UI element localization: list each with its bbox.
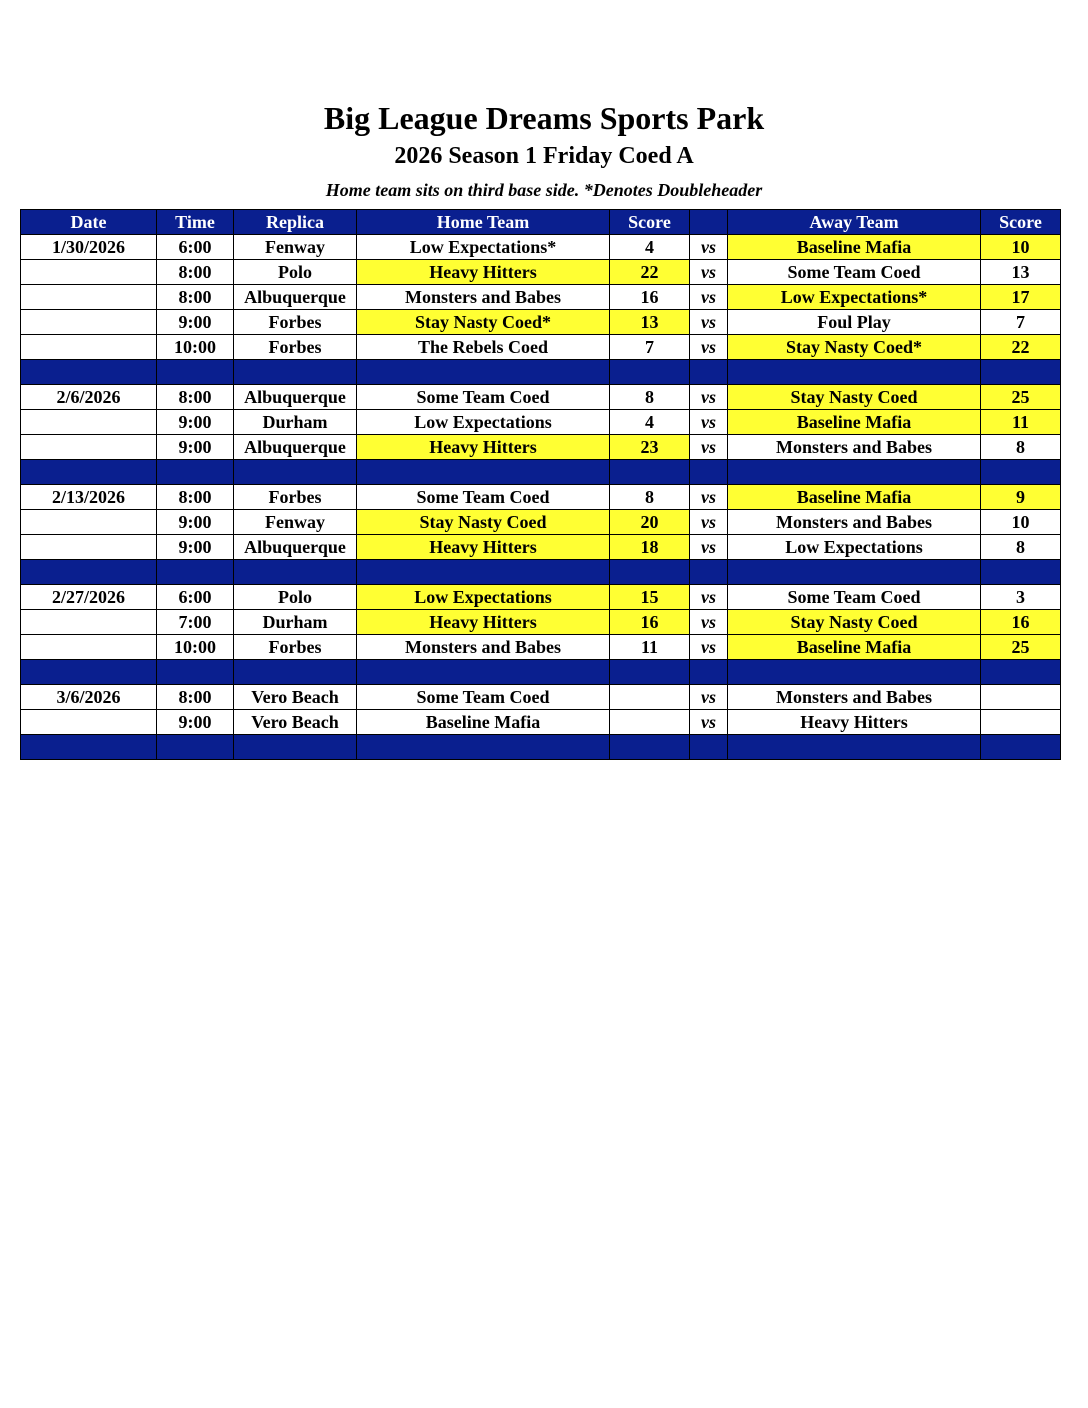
home-team-cell: Baseline Mafia (357, 710, 610, 735)
home-score-cell: 16 (610, 610, 690, 635)
date-cell (21, 435, 157, 460)
replica-cell: Albuquerque (234, 535, 357, 560)
time-cell: 9:00 (157, 710, 234, 735)
date-cell (21, 260, 157, 285)
table-row (21, 235, 1061, 260)
vs-cell: vs (690, 385, 728, 410)
separator-cell (157, 560, 234, 585)
away-score-cell (981, 710, 1061, 735)
home-score-cell: 13 (610, 310, 690, 335)
time-cell: 8:00 (157, 260, 234, 285)
separator-cell (357, 460, 610, 485)
separator-cell (357, 360, 610, 385)
vs-cell: vs (690, 585, 728, 610)
home-team-cell: Low Expectations (357, 410, 610, 435)
vs-cell: vs (690, 535, 728, 560)
time-cell: 10:00 (157, 335, 234, 360)
replica-cell: Durham (234, 610, 357, 635)
home-score-cell: 20 (610, 510, 690, 535)
separator-cell (690, 560, 728, 585)
away-team-cell: Low Expectations* (728, 285, 981, 310)
table-row (21, 710, 1061, 735)
away-score-cell: 8 (981, 435, 1061, 460)
away-team-cell: Monsters and Babes (728, 435, 981, 460)
date-cell: 2/13/2026 (21, 485, 157, 510)
replica-cell: Durham (234, 410, 357, 435)
column-header-vs (690, 210, 728, 235)
vs-cell: vs (690, 635, 728, 660)
home-team-cell: Low Expectations (357, 585, 610, 610)
date-cell (21, 410, 157, 435)
away-score-cell (981, 685, 1061, 710)
away-team-cell: Foul Play (728, 310, 981, 335)
home-team-cell: Some Team Coed (357, 485, 610, 510)
vs-cell: vs (690, 710, 728, 735)
away-team-cell: Some Team Coed (728, 260, 981, 285)
column-header-home-score: Score (610, 210, 690, 235)
away-score-cell: 25 (981, 385, 1061, 410)
away-score-cell: 25 (981, 635, 1061, 660)
page-title: Big League Dreams Sports Park (323, 100, 765, 136)
separator-cell (234, 660, 357, 685)
away-score-cell: 17 (981, 285, 1061, 310)
away-score-cell: 7 (981, 310, 1061, 335)
separator-cell (610, 460, 690, 485)
away-team-cell: Stay Nasty Coed (728, 385, 981, 410)
separator-row (21, 560, 1061, 585)
home-score-cell: 4 (610, 235, 690, 260)
home-score-cell (610, 685, 690, 710)
table-row (21, 310, 1061, 335)
separator-cell (690, 660, 728, 685)
away-score-cell: 8 (981, 535, 1061, 560)
vs-cell: vs (690, 260, 728, 285)
separator-cell (234, 360, 357, 385)
table-row (21, 485, 1061, 510)
date-cell: 3/6/2026 (21, 685, 157, 710)
table-row (21, 635, 1061, 660)
date-cell: 1/30/2026 (21, 235, 157, 260)
home-team-cell: Low Expectations* (357, 235, 610, 260)
date-cell (21, 610, 157, 635)
table-row (21, 285, 1061, 310)
away-team-cell: Baseline Mafia (728, 485, 981, 510)
away-team-cell: Low Expectations (728, 535, 981, 560)
separator-cell (728, 660, 981, 685)
separator-cell (728, 560, 981, 585)
separator-cell (690, 735, 728, 760)
home-score-cell: 11 (610, 635, 690, 660)
schedule-note: Home team sits on third base side. *Denotes Doubleheader (325, 180, 763, 200)
vs-cell: vs (690, 285, 728, 310)
away-score-cell: 22 (981, 335, 1061, 360)
away-team-cell: Baseline Mafia (728, 635, 981, 660)
table-header-row (21, 210, 1061, 235)
home-score-cell: 7 (610, 335, 690, 360)
home-team-cell: Heavy Hitters (357, 610, 610, 635)
separator-cell (21, 660, 157, 685)
home-score-cell: 22 (610, 260, 690, 285)
time-cell: 8:00 (157, 685, 234, 710)
replica-cell: Polo (234, 260, 357, 285)
table-row (21, 535, 1061, 560)
away-score-cell: 10 (981, 510, 1061, 535)
away-team-cell: Some Team Coed (728, 585, 981, 610)
column-header-time: Time (157, 210, 234, 235)
separator-cell (981, 560, 1061, 585)
away-score-cell: 3 (981, 585, 1061, 610)
separator-row (21, 360, 1061, 385)
vs-cell: vs (690, 435, 728, 460)
separator-cell (981, 460, 1061, 485)
time-cell: 10:00 (157, 635, 234, 660)
separator-cell (157, 360, 234, 385)
away-score-cell: 9 (981, 485, 1061, 510)
home-team-cell: The Rebels Coed (357, 335, 610, 360)
page-subtitle: 2026 Season 1 Friday Coed A (394, 143, 694, 169)
date-cell (21, 710, 157, 735)
home-team-cell: Heavy Hitters (357, 260, 610, 285)
away-team-cell: Monsters and Babes (728, 685, 981, 710)
separator-row (21, 735, 1061, 760)
vs-cell: vs (690, 610, 728, 635)
replica-cell: Albuquerque (234, 285, 357, 310)
vs-cell: vs (690, 310, 728, 335)
time-cell: 9:00 (157, 535, 234, 560)
time-cell: 8:00 (157, 485, 234, 510)
away-score-cell: 10 (981, 235, 1061, 260)
away-team-cell: Monsters and Babes (728, 510, 981, 535)
table-row (21, 610, 1061, 635)
separator-cell (981, 660, 1061, 685)
home-team-cell: Heavy Hitters (357, 435, 610, 460)
separator-cell (234, 460, 357, 485)
separator-cell (157, 735, 234, 760)
separator-cell (728, 735, 981, 760)
time-cell: 8:00 (157, 385, 234, 410)
replica-cell: Forbes (234, 310, 357, 335)
home-score-cell: 8 (610, 485, 690, 510)
away-team-cell: Stay Nasty Coed* (728, 335, 981, 360)
vs-cell: vs (690, 335, 728, 360)
away-team-cell: Stay Nasty Coed (728, 610, 981, 635)
date-cell (21, 310, 157, 335)
table-row (21, 510, 1061, 535)
replica-cell: Albuquerque (234, 435, 357, 460)
separator-cell (357, 735, 610, 760)
column-header-home-team: Home Team (357, 210, 610, 235)
vs-cell: vs (690, 485, 728, 510)
separator-cell (21, 360, 157, 385)
time-cell: 6:00 (157, 585, 234, 610)
time-cell: 8:00 (157, 285, 234, 310)
replica-cell: Forbes (234, 635, 357, 660)
time-cell: 6:00 (157, 235, 234, 260)
home-team-cell: Some Team Coed (357, 385, 610, 410)
separator-cell (610, 735, 690, 760)
date-cell (21, 335, 157, 360)
table-row (21, 260, 1061, 285)
schedule-table (20, 209, 1061, 760)
home-team-cell: Some Team Coed (357, 685, 610, 710)
away-team-cell: Baseline Mafia (728, 410, 981, 435)
separator-cell (157, 660, 234, 685)
column-header-date: Date (21, 210, 157, 235)
replica-cell: Albuquerque (234, 385, 357, 410)
home-score-cell: 18 (610, 535, 690, 560)
home-score-cell: 4 (610, 410, 690, 435)
separator-cell (690, 460, 728, 485)
time-cell: 7:00 (157, 610, 234, 635)
home-team-cell: Stay Nasty Coed (357, 510, 610, 535)
vs-cell: vs (690, 410, 728, 435)
home-score-cell (610, 710, 690, 735)
separator-cell (981, 360, 1061, 385)
date-cell (21, 510, 157, 535)
separator-cell (357, 560, 610, 585)
separator-cell (981, 735, 1061, 760)
table-row (21, 585, 1061, 610)
separator-cell (610, 360, 690, 385)
time-cell: 9:00 (157, 410, 234, 435)
vs-cell: vs (690, 685, 728, 710)
separator-cell (157, 460, 234, 485)
home-score-cell: 23 (610, 435, 690, 460)
table-row (21, 410, 1061, 435)
separator-row (21, 460, 1061, 485)
replica-cell: Forbes (234, 485, 357, 510)
separator-cell (234, 735, 357, 760)
schedule-body (21, 235, 1061, 760)
separator-cell (728, 360, 981, 385)
home-team-cell: Monsters and Babes (357, 285, 610, 310)
replica-cell: Vero Beach (234, 685, 357, 710)
date-cell: 2/6/2026 (21, 385, 157, 410)
table-row (21, 685, 1061, 710)
separator-row (21, 660, 1061, 685)
vs-cell: vs (690, 510, 728, 535)
table-row (21, 335, 1061, 360)
column-header-replica: Replica (234, 210, 357, 235)
time-cell: 9:00 (157, 435, 234, 460)
away-team-cell: Baseline Mafia (728, 235, 981, 260)
away-score-cell: 16 (981, 610, 1061, 635)
time-cell: 9:00 (157, 310, 234, 335)
separator-cell (690, 360, 728, 385)
home-team-cell: Monsters and Babes (357, 635, 610, 660)
home-team-cell: Stay Nasty Coed* (357, 310, 610, 335)
replica-cell: Forbes (234, 335, 357, 360)
separator-cell (21, 735, 157, 760)
separator-cell (728, 460, 981, 485)
date-cell (21, 285, 157, 310)
date-cell (21, 535, 157, 560)
home-score-cell: 16 (610, 285, 690, 310)
separator-cell (610, 560, 690, 585)
away-team-cell: Heavy Hitters (728, 710, 981, 735)
date-cell (21, 635, 157, 660)
vs-cell: vs (690, 235, 728, 260)
replica-cell: Fenway (234, 235, 357, 260)
away-score-cell: 13 (981, 260, 1061, 285)
table-row (21, 385, 1061, 410)
table-row (21, 435, 1061, 460)
separator-cell (610, 660, 690, 685)
separator-cell (21, 560, 157, 585)
home-score-cell: 8 (610, 385, 690, 410)
separator-cell (21, 460, 157, 485)
home-score-cell: 15 (610, 585, 690, 610)
away-score-cell: 11 (981, 410, 1061, 435)
date-cell: 2/27/2026 (21, 585, 157, 610)
column-header-away-score: Score (981, 210, 1061, 235)
separator-cell (357, 660, 610, 685)
column-header-away-team: Away Team (728, 210, 981, 235)
time-cell: 9:00 (157, 510, 234, 535)
replica-cell: Vero Beach (234, 710, 357, 735)
home-team-cell: Heavy Hitters (357, 535, 610, 560)
separator-cell (234, 560, 357, 585)
replica-cell: Polo (234, 585, 357, 610)
replica-cell: Fenway (234, 510, 357, 535)
